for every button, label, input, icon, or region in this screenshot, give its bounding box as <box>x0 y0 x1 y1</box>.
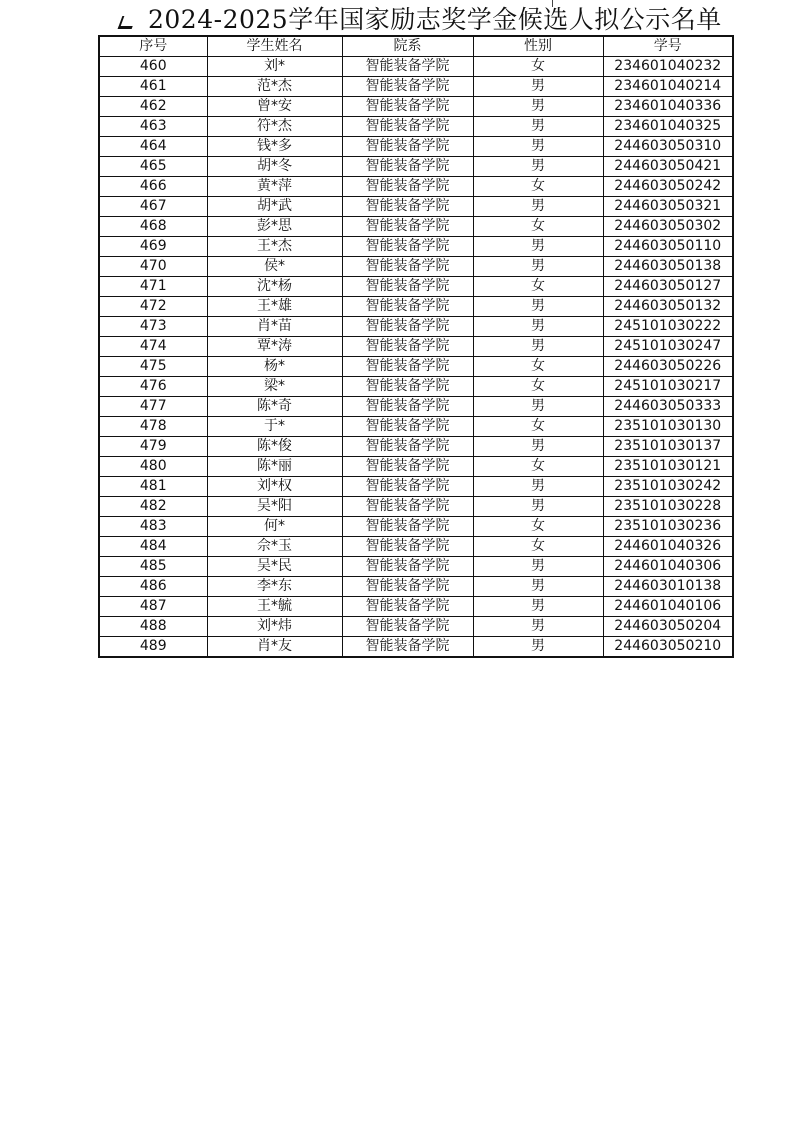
cell-name: 何* <box>207 517 342 537</box>
document-title: 2024-2025学年国家励志奖学金候选人拟公示名单 <box>148 5 722 34</box>
cell-department: 智能装备学院 <box>342 437 473 457</box>
cell-serial: 461 <box>99 77 207 97</box>
cell-serial: 460 <box>99 57 207 77</box>
table-row <box>99 117 733 137</box>
cell-serial: 472 <box>99 297 207 317</box>
header-row <box>99 36 733 57</box>
cell-name: 陈*丽 <box>207 457 342 477</box>
cell-student-id: 235101030130 <box>603 417 733 437</box>
cell-gender: 男 <box>473 137 603 157</box>
cell-serial: 471 <box>99 277 207 297</box>
cell-student-id: 234601040336 <box>603 97 733 117</box>
cell-department: 智能装备学院 <box>342 377 473 397</box>
cell-gender: 女 <box>473 517 603 537</box>
cell-student-id: 244603050421 <box>603 157 733 177</box>
cell-gender: 女 <box>473 217 603 237</box>
cell-serial: 467 <box>99 197 207 217</box>
cell-gender: 女 <box>473 457 603 477</box>
cell-name: 刘*炜 <box>207 617 342 637</box>
cell-student-id: 235101030228 <box>603 497 733 517</box>
cell-department: 智能装备学院 <box>342 417 473 437</box>
header-serial: 序号 <box>99 36 207 57</box>
cell-student-id: 244603050226 <box>603 357 733 377</box>
cell-name: 侯* <box>207 257 342 277</box>
cell-serial: 486 <box>99 577 207 597</box>
cell-name: 吴*阳 <box>207 497 342 517</box>
cell-student-id: 234601040214 <box>603 77 733 97</box>
cell-name: 梁* <box>207 377 342 397</box>
cell-department: 智能装备学院 <box>342 277 473 297</box>
cell-gender: 男 <box>473 297 603 317</box>
cell-serial: 466 <box>99 177 207 197</box>
cell-name: 李*东 <box>207 577 342 597</box>
cell-name: 吴*民 <box>207 557 342 577</box>
cell-gender: 女 <box>473 57 603 77</box>
header-student-id: 学号 <box>603 36 733 57</box>
cell-student-id: 245101030247 <box>603 337 733 357</box>
cell-name: 刘*权 <box>207 477 342 497</box>
cell-serial: 478 <box>99 417 207 437</box>
cell-gender: 男 <box>473 557 603 577</box>
table-row <box>99 337 733 357</box>
table-header <box>99 36 733 57</box>
cell-student-id: 244603050127 <box>603 277 733 297</box>
cell-department: 智能装备学院 <box>342 617 473 637</box>
cell-student-id: 244603050210 <box>603 637 733 658</box>
cell-student-id: 244601040326 <box>603 537 733 557</box>
cell-gender: 女 <box>473 357 603 377</box>
cell-name: 钱*多 <box>207 137 342 157</box>
table-row <box>99 257 733 277</box>
cell-department: 智能装备学院 <box>342 337 473 357</box>
cell-serial: 482 <box>99 497 207 517</box>
cell-student-id: 235101030242 <box>603 477 733 497</box>
cell-student-id: 244603050110 <box>603 237 733 257</box>
cell-serial: 475 <box>99 357 207 377</box>
cell-gender: 男 <box>473 257 603 277</box>
cell-serial: 470 <box>99 257 207 277</box>
cell-gender: 女 <box>473 177 603 197</box>
cell-name: 胡*武 <box>207 197 342 217</box>
cell-name: 王*杰 <box>207 237 342 257</box>
cell-department: 智能装备学院 <box>342 117 473 137</box>
cell-department: 智能装备学院 <box>342 317 473 337</box>
scan-mark <box>118 16 137 29</box>
cell-name: 肖*苗 <box>207 317 342 337</box>
cell-department: 智能装备学院 <box>342 517 473 537</box>
cell-serial: 469 <box>99 237 207 257</box>
table-row <box>99 597 733 617</box>
cell-gender: 男 <box>473 477 603 497</box>
cell-student-id: 244603050310 <box>603 137 733 157</box>
cell-department: 智能装备学院 <box>342 157 473 177</box>
table-row <box>99 397 733 417</box>
cell-department: 智能装备学院 <box>342 497 473 517</box>
cell-serial: 476 <box>99 377 207 397</box>
cell-student-id: 244601040306 <box>603 557 733 577</box>
table-row <box>99 217 733 237</box>
table-row <box>99 457 733 477</box>
cell-student-id: 244603050333 <box>603 397 733 417</box>
header-name: 学生姓名 <box>207 36 342 57</box>
table-row <box>99 137 733 157</box>
table-row <box>99 437 733 457</box>
cell-department: 智能装备学院 <box>342 197 473 217</box>
cell-name: 王*毓 <box>207 597 342 617</box>
cell-student-id: 244603050204 <box>603 617 733 637</box>
cell-department: 智能装备学院 <box>342 597 473 617</box>
table-row <box>99 357 733 377</box>
cell-name: 胡*冬 <box>207 157 342 177</box>
cell-department: 智能装备学院 <box>342 397 473 417</box>
table-row <box>99 77 733 97</box>
candidate-table <box>98 35 734 658</box>
table-row <box>99 477 733 497</box>
cell-serial: 477 <box>99 397 207 417</box>
cell-serial: 487 <box>99 597 207 617</box>
cell-gender: 男 <box>473 157 603 177</box>
cell-department: 智能装备学院 <box>342 97 473 117</box>
table-row <box>99 557 733 577</box>
cell-department: 智能装备学院 <box>342 57 473 77</box>
cell-student-id: 244601040106 <box>603 597 733 617</box>
table-row <box>99 517 733 537</box>
table-row <box>99 377 733 397</box>
cell-gender: 男 <box>473 637 603 658</box>
cell-serial: 484 <box>99 537 207 557</box>
cell-department: 智能装备学院 <box>342 257 473 277</box>
cell-gender: 男 <box>473 617 603 637</box>
cell-gender: 男 <box>473 97 603 117</box>
table-row <box>99 237 733 257</box>
cell-gender: 男 <box>473 337 603 357</box>
cell-gender: 男 <box>473 117 603 137</box>
cell-student-id: 245101030217 <box>603 377 733 397</box>
table-row <box>99 197 733 217</box>
cell-department: 智能装备学院 <box>342 77 473 97</box>
cell-student-id: 235101030121 <box>603 457 733 477</box>
cell-gender: 男 <box>473 237 603 257</box>
cell-serial: 485 <box>99 557 207 577</box>
cell-name: 陈*俊 <box>207 437 342 457</box>
table-row <box>99 177 733 197</box>
cell-gender: 女 <box>473 277 603 297</box>
cell-serial: 481 <box>99 477 207 497</box>
cell-serial: 489 <box>99 637 207 658</box>
cell-name: 陈*奇 <box>207 397 342 417</box>
cell-department: 智能装备学院 <box>342 637 473 658</box>
cell-gender: 男 <box>473 597 603 617</box>
cell-serial: 463 <box>99 117 207 137</box>
cell-student-id: 244603050302 <box>603 217 733 237</box>
cell-student-id: 244603050132 <box>603 297 733 317</box>
cell-gender: 男 <box>473 197 603 217</box>
cell-department: 智能装备学院 <box>342 297 473 317</box>
table-row <box>99 97 733 117</box>
cell-gender: 男 <box>473 77 603 97</box>
cell-department: 智能装备学院 <box>342 137 473 157</box>
cell-gender: 男 <box>473 317 603 337</box>
cell-serial: 474 <box>99 337 207 357</box>
cell-serial: 465 <box>99 157 207 177</box>
table-row <box>99 157 733 177</box>
cell-student-id: 234601040232 <box>603 57 733 77</box>
cell-student-id: 244603050321 <box>603 197 733 217</box>
table-body <box>99 57 733 658</box>
cell-student-id: 244603050138 <box>603 257 733 277</box>
cell-name: 黄*萍 <box>207 177 342 197</box>
cell-department: 智能装备学院 <box>342 557 473 577</box>
cell-department: 智能装备学院 <box>342 357 473 377</box>
cell-name: 范*杰 <box>207 77 342 97</box>
cell-name: 刘* <box>207 57 342 77</box>
cell-name: 沈*杨 <box>207 277 342 297</box>
cell-student-id: 235101030137 <box>603 437 733 457</box>
cell-student-id: 244603010138 <box>603 577 733 597</box>
table-row <box>99 417 733 437</box>
table-row <box>99 637 733 658</box>
cell-name: 王*雄 <box>207 297 342 317</box>
table-row <box>99 277 733 297</box>
cell-serial: 483 <box>99 517 207 537</box>
cell-gender: 男 <box>473 577 603 597</box>
cell-name: 覃*涛 <box>207 337 342 357</box>
cell-name: 彭*思 <box>207 217 342 237</box>
cell-student-id: 235101030236 <box>603 517 733 537</box>
cell-gender: 男 <box>473 397 603 417</box>
cell-name: 杨* <box>207 357 342 377</box>
cell-gender: 男 <box>473 497 603 517</box>
cell-serial: 464 <box>99 137 207 157</box>
table-row <box>99 537 733 557</box>
cell-student-id: 244603050242 <box>603 177 733 197</box>
cell-gender: 女 <box>473 417 603 437</box>
cell-serial: 468 <box>99 217 207 237</box>
cell-name: 佘*玉 <box>207 537 342 557</box>
header-gender: 性别 <box>473 36 603 57</box>
cell-department: 智能装备学院 <box>342 477 473 497</box>
cell-name: 肖*友 <box>207 637 342 658</box>
cell-department: 智能装备学院 <box>342 537 473 557</box>
cell-gender: 女 <box>473 377 603 397</box>
cell-serial: 462 <box>99 97 207 117</box>
cell-department: 智能装备学院 <box>342 217 473 237</box>
cell-department: 智能装备学院 <box>342 457 473 477</box>
cell-department: 智能装备学院 <box>342 577 473 597</box>
table-row <box>99 317 733 337</box>
cell-name: 于* <box>207 417 342 437</box>
cell-department: 智能装备学院 <box>342 177 473 197</box>
table-row <box>99 497 733 517</box>
cell-student-id: 245101030222 <box>603 317 733 337</box>
cell-serial: 480 <box>99 457 207 477</box>
cell-department: 智能装备学院 <box>342 237 473 257</box>
cell-gender: 男 <box>473 437 603 457</box>
cell-name: 曾*安 <box>207 97 342 117</box>
table-row <box>99 57 733 77</box>
table-row <box>99 297 733 317</box>
cell-name: 符*杰 <box>207 117 342 137</box>
cell-gender: 女 <box>473 537 603 557</box>
table-row <box>99 577 733 597</box>
cell-student-id: 234601040325 <box>603 117 733 137</box>
table-row <box>99 617 733 637</box>
cell-serial: 479 <box>99 437 207 457</box>
header-department: 院系 <box>342 36 473 57</box>
cell-serial: 473 <box>99 317 207 337</box>
cell-serial: 488 <box>99 617 207 637</box>
